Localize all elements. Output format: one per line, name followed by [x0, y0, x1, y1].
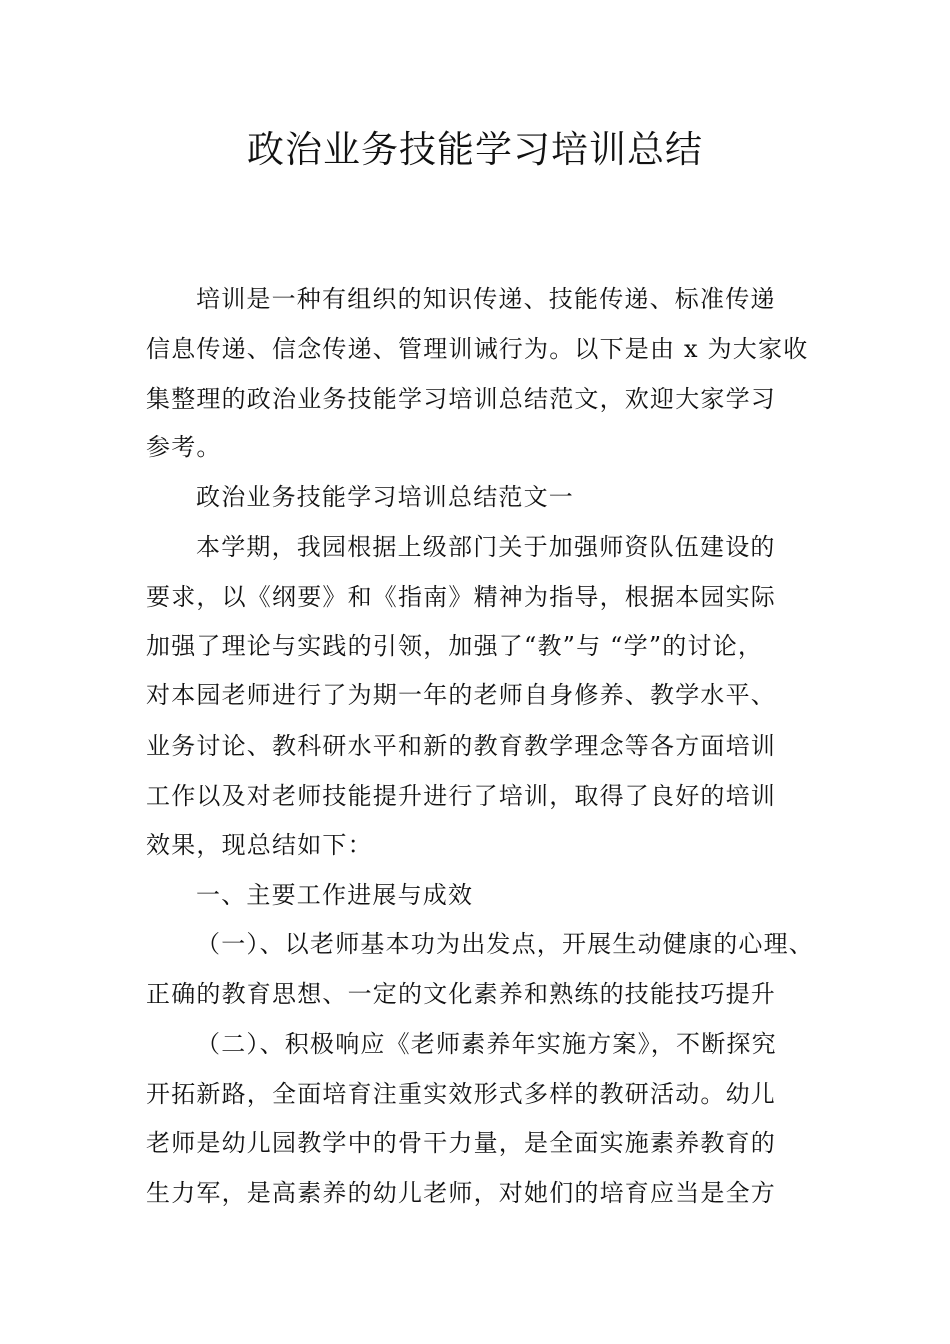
paragraph-line: 老师是幼儿园教学中的骨干力量，是全面实施素养教育的	[146, 1129, 776, 1157]
document-title: 政治业务技能学习培训总结	[247, 128, 703, 171]
paragraph-line: 加强了理论与实践的引领，加强了“教”与 “学”的讨论，	[146, 632, 764, 660]
paragraph-line: （二）、积极响应《老师素养年实施方案》，不断探究	[196, 1030, 777, 1058]
paragraph-line: 要求，以《纲要》和《指南》精神为指导，根据本园实际	[146, 583, 776, 611]
paragraph-line: 本学期，我园根据上级部门关于加强师资队伍建设的	[196, 533, 776, 561]
paragraph-line: 培训是一种有组织的知识传递、技能传递、标准传递	[196, 285, 776, 313]
paragraph-line: 业务讨论、教科研水平和新的教育教学理念等各方面培训	[146, 732, 776, 760]
paragraph-line: 工作以及对老师技能提升进行了培训，取得了良好的培训	[146, 782, 776, 810]
paragraph-line: 正确的教育思想、一定的文化素养和熟练的技能技巧提升	[146, 980, 776, 1008]
section-heading: 一、主要工作进展与成效	[196, 881, 474, 909]
paragraph-line: 参考。	[146, 433, 222, 461]
paragraph-line: 信息传递、信念传递、管理训诫行为。以下是由 x 为大家收	[146, 335, 809, 363]
paragraph-line: （一）、以老师基本功为出发点，开展生动健康的心理、	[196, 930, 814, 958]
paragraph-line: 集整理的政治业务技能学习培训总结范文，欢迎大家学习	[146, 385, 776, 413]
paragraph-line: 开拓新路，全面培育注重实效形式多样的教研活动。幼儿	[146, 1080, 776, 1108]
section-heading: 政治业务技能学习培训总结范文一	[196, 483, 574, 511]
paragraph-line: 对本园老师进行了为期一年的老师自身修养、教学水平、	[146, 681, 776, 709]
paragraph-line: 效果，现总结如下：	[146, 831, 373, 859]
paragraph-line: 生力军，是高素养的幼儿老师，对她们的培育应当是全方	[146, 1179, 776, 1207]
